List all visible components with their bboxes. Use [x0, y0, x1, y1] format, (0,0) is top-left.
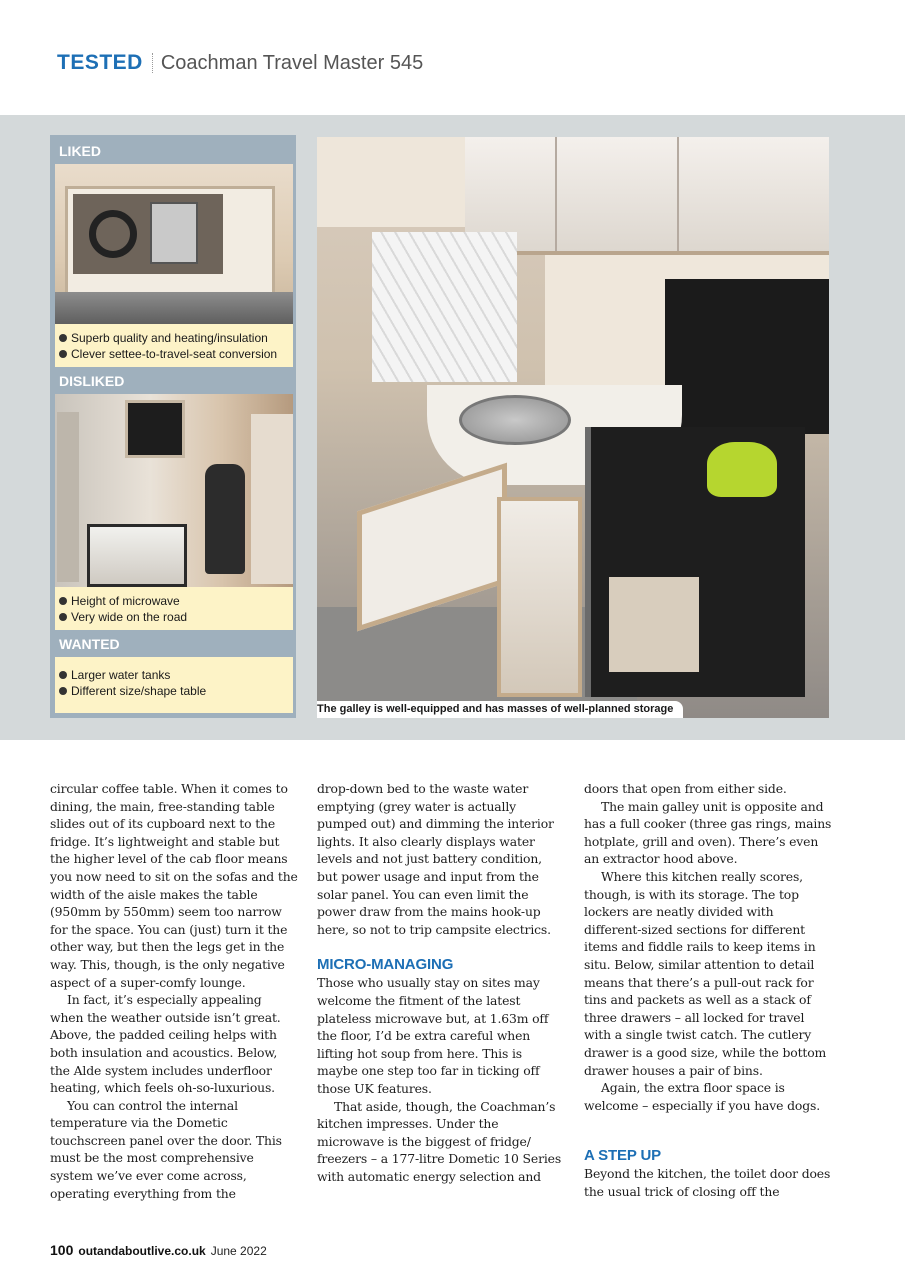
disliked-list [55, 587, 293, 630]
paragraph: Where this kitchen really scores, though, is with its storage. The top lockers are neatly divided with different-sized sections for different items and fiddle rails to keep items in situ. Below, similar attention to detail means that there’s a pull-out rack for tins and packets as well as a stack of three drawers – all locked for travel with a single twist catch. The cutlery drawer is a good size, while the bottom drawer houses a pair of bins. [584, 868, 827, 1078]
list-item: Very wide on the road [59, 609, 289, 625]
paragraph: Those who usually stay on sites may welcome the fitment of the latest plateless microwave but, at 1.63m off the floor, I’d be extra careful when lifting hot soup from here. This is maybe one step too far in ticking off those UK features. [317, 975, 549, 1096]
list-item: Larger water tanks [59, 667, 289, 683]
section-tag: TESTED [57, 51, 143, 74]
bullet-icon [59, 350, 67, 358]
bullet-icon [59, 613, 67, 621]
wanted-heading: WANTED [59, 636, 120, 652]
paragraph: That aside, though, the Coachman’s kitchen impresses. Under the microwave is the biggest of fridge/ freezers – a 177-litre Dometic 10 Series with automatic energy selection and [317, 1098, 562, 1184]
paragraph: In fact, it’s especially appealing when the weather outside isn’t great. Above, the padded ceiling helps with both insulation and acoustics. Below, the Alde system includes underfloor heating, which feels oh-so-luxurious. [50, 992, 281, 1096]
list-item: Different size/shape table [59, 683, 289, 699]
paragraph: Again, the extra floor space is welcome – especially if you have dogs. [584, 1080, 820, 1113]
list-item: Clever settee-to-travel-seat conversion [59, 346, 289, 362]
page-number: 100 [50, 1242, 74, 1258]
paragraph: circular coffee table. When it comes to dining, the main, free-standing table slides out of its cupboard next to the fridge. It’s lightweight and stable but the higher level of the cab floor means you now need to sit on the sofas and the width of the aisle makes the table (950mm by 550mm) seem too narrow for the space. You can (just) turn it the other way, but then the legs get in the way. This, though, is the only negative aspect of a super-comfy lounge. [50, 781, 298, 990]
fridge [87, 524, 187, 587]
disliked-heading: DISLIKED [59, 373, 125, 389]
microwave [125, 400, 185, 458]
text-column-2 [317, 780, 565, 1185]
liked-photo [55, 164, 293, 324]
paragraph: Beyond the kitchen, the toilet door does the usual trick of closing off the [584, 1166, 831, 1199]
list-item: Superb quality and heating/insulation [59, 330, 289, 346]
pull-out-rack [497, 497, 582, 697]
issue-date: June 2022 [210, 1244, 267, 1258]
wardrobe-panel [251, 414, 293, 584]
tea-towel [609, 577, 699, 672]
hanging-coat [205, 464, 245, 574]
galley-photo [317, 137, 829, 718]
disliked-photo [55, 394, 293, 587]
verdict-box [50, 135, 296, 718]
paragraph: drop-down bed to the waste water emptying (grey water is actually pumped out) and dimming the interior lights. It also clearly displays water levels and not just battery condition, but power usage and input from the solar panel. You can even limit the power draw from the mains hook-up here, so not to trip campsite electrics. [317, 781, 554, 937]
sink [459, 395, 571, 445]
liked-heading: LIKED [59, 143, 101, 159]
locker-divider [555, 137, 557, 251]
spacer [317, 938, 565, 956]
page-footer [50, 1242, 267, 1258]
text-column-3 [584, 780, 832, 1200]
spacer [584, 1114, 832, 1147]
liked-list [55, 324, 293, 367]
window-blind [372, 232, 517, 382]
extractor-hood [665, 279, 829, 434]
paragraph: The main galley unit is opposite and has a full cooker (three gas rings, mains hotplate, grill and oven). There’s even an extractor hood above. [584, 798, 832, 867]
website: outandaboutlive.co.uk [78, 1244, 206, 1258]
bullet-icon [59, 687, 67, 695]
bullet-icon [59, 597, 67, 605]
overhead-lockers [465, 137, 829, 255]
heater-hose [89, 210, 137, 258]
kettle [707, 442, 777, 497]
wanted-list [55, 657, 293, 713]
subheading: MICRO-MANAGING [317, 956, 454, 974]
header-divider [152, 53, 153, 73]
bullet-icon [59, 671, 67, 679]
page-header [57, 48, 423, 78]
subheading: A STEP UP [584, 1147, 662, 1165]
bullet-icon [59, 334, 67, 342]
seat-cushion [55, 292, 293, 324]
locker-divider [677, 137, 679, 251]
list-item: Height of microwave [59, 593, 289, 609]
photo-caption: The galley is well-equipped and has masses of well-planned storage [317, 701, 683, 718]
doorway [57, 412, 79, 582]
paragraph: doors that open from either side. [584, 781, 787, 796]
text-column-1 [50, 780, 298, 1202]
paragraph: You can control the internal temperature via the Dometic touchscreen panel over the door. This must be the most comprehensive system we’ve ever come across, operating everything from the [50, 1097, 282, 1201]
article-title: Coachman Travel Master 545 [160, 51, 424, 74]
heater-unit [150, 202, 198, 264]
